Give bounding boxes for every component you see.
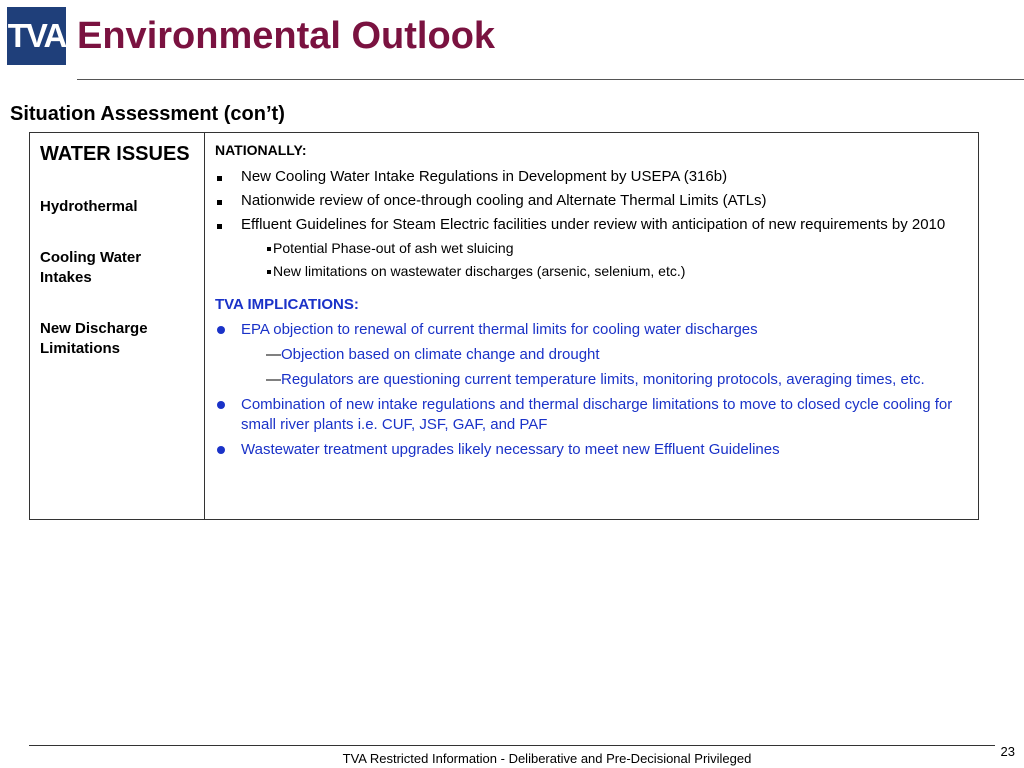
implications-list-continued — [215, 395, 968, 460]
bullet-text: Effluent Guidelines for Steam Electric facilities under review with anticipation of new requirements by 2010 — [241, 216, 946, 233]
nationally-list — [215, 167, 968, 235]
implications-dash-list — [215, 345, 968, 390]
dash-text: Regulators are questioning current temperature limits, monitoring protocols, averaging times, etc. — [281, 371, 925, 388]
nationally-label: NATIONALLY: — [215, 142, 307, 158]
topic-heading: WATER ISSUES — [40, 143, 190, 165]
topic-hydrothermal: Hydrothermal — [40, 198, 138, 215]
square-bullet-icon — [267, 270, 271, 274]
footer-text: TVA Restricted Information - Deliberative and Pre-Decisional Privileged — [342, 751, 752, 766]
sub-bullet-text: New limitations on wastewater discharges (arsenic, selenium, etc.) — [273, 263, 686, 279]
nationally-sublist — [215, 239, 968, 280]
list-item — [215, 215, 968, 235]
topic-new-discharge-limitations: New Discharge Limitations — [40, 320, 148, 357]
dash-item — [215, 345, 968, 365]
square-bullet-icon — [267, 247, 271, 251]
dash-text: Objection based on climate change and drought — [281, 346, 600, 363]
list-item — [215, 320, 968, 340]
bullet-text: Combination of new intake regulations and thermal discharge limitations to move to closed cycle cooling for small river plants i.e. CUF, JSF, GAF, and PAF — [241, 396, 953, 433]
list-item — [215, 191, 968, 211]
bullet-text: Wastewater treatment upgrades likely necessary to meet new Effluent Guidelines — [241, 441, 780, 458]
sub-list-item — [215, 239, 968, 257]
bullet-text: Nationwide review of once-through cooling and Alternate Thermal Limits (ATLs) — [241, 192, 767, 209]
tva-logo: TVA — [7, 7, 66, 65]
page-number: 23 — [1000, 744, 1015, 759]
topic-cooling-water-intakes: Cooling Water Intakes — [40, 249, 142, 286]
page-title: Environmental Outlook — [77, 15, 496, 57]
square-bullet-icon — [217, 215, 222, 235]
dot-bullet-icon — [217, 320, 225, 340]
square-bullet-icon — [217, 191, 222, 211]
sub-list-item — [215, 262, 968, 280]
dot-bullet-icon — [217, 395, 225, 415]
assessment-table — [29, 132, 979, 520]
details-column — [205, 133, 978, 519]
dash-item — [215, 370, 968, 390]
dot-bullet-icon — [217, 440, 225, 460]
section-subtitle: Situation Assessment (con’t) — [10, 103, 285, 125]
dash-icon: — — [266, 346, 281, 363]
implications-label: TVA IMPLICATIONS: — [215, 296, 359, 313]
dash-icon: — — [266, 371, 281, 388]
implications-list — [215, 320, 968, 340]
bullet-text: New Cooling Water Intake Regulations in Development by USEPA (316b) — [241, 168, 728, 185]
footer-divider — [29, 745, 995, 746]
title-divider — [77, 79, 1024, 80]
list-item — [215, 395, 968, 435]
sub-bullet-text: Potential Phase-out of ash wet sluicing — [273, 240, 514, 256]
bullet-text: EPA objection to renewal of current thermal limits for cooling water discharges — [241, 321, 758, 338]
list-item — [215, 167, 968, 187]
topics-column — [30, 133, 205, 519]
list-item — [215, 440, 968, 460]
square-bullet-icon — [217, 167, 222, 187]
